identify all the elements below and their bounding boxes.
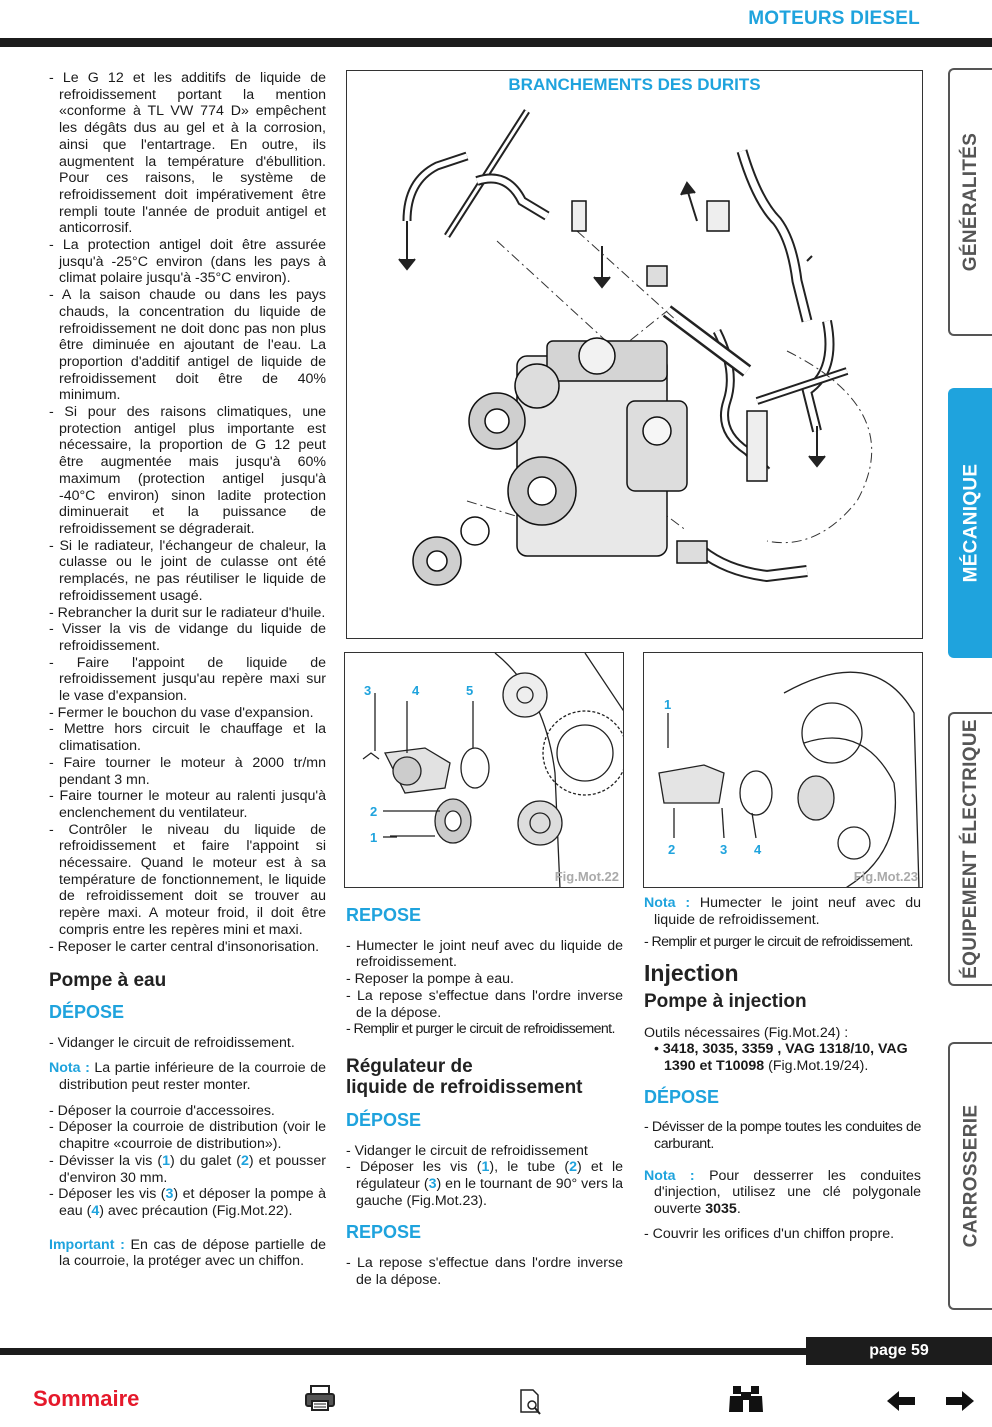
list-item: - Dévisser la vis (1) du galet (2) et pousser d'environ 30 mm. <box>49 1152 326 1186</box>
heading-pompe-injection: Pompe à injection <box>644 990 807 1012</box>
figure-mot-22 <box>344 652 624 888</box>
column-2 <box>346 907 623 1289</box>
bullet-list <box>49 70 326 955</box>
important-text: En cas de dépose partielle de la courroie, la protéger avec un chiffon. <box>59 1236 326 1270</box>
heading-regulateur: Régulateur de liquide de refroidissement <box>346 1055 583 1098</box>
tab-label: CARROSSERIE <box>960 1104 981 1248</box>
list-item: - Vidanger le circuit de refroidissement <box>346 1142 588 1159</box>
list-item: - Contrôler le niveau du liquide de refroidissement et faire l'appoint si nécessaire. Quand le moteur est à sa température de fonctionnement, le liquide de refroidissement doit se trouver au repère maxi. A moteur froid, il doit être compris entre les repères mini et maxi. <box>49 821 326 938</box>
list-item: - Faire tourner le moteur à 2000 tr/mn pendant 3 mn. <box>49 754 326 788</box>
list-item: - Fermer le bouchon du vase d'expansion. <box>49 704 314 721</box>
list-item: - Rebrancher la durit sur le radiateur d'huile. <box>49 604 326 621</box>
printer-icon[interactable] <box>304 1384 336 1417</box>
list-item: - Reposer la pompe à eau. <box>346 971 514 988</box>
column-1 <box>49 70 326 1270</box>
water-pump-drawing <box>345 653 624 888</box>
tab-equipement-electrique[interactable] <box>948 712 992 986</box>
list-item: - Vidanger le circuit de refroidissement. <box>49 1034 295 1051</box>
callout-5: 5 <box>466 683 474 698</box>
list-item: - Dévisser de la pompe toutes les conduites de carburant. <box>644 1119 921 1153</box>
tab-generalites[interactable] <box>948 68 992 336</box>
tab-label: ÉQUIPEMENT ÉLECTRIQUE <box>960 719 981 979</box>
tab-mecanique[interactable] <box>948 388 992 658</box>
figure-mot-23 <box>643 652 923 888</box>
important-label: Important : <box>49 1236 125 1253</box>
sommaire-link[interactable]: Sommaire <box>33 1386 140 1411</box>
list-item: - Le G 12 et les additifs de liquide de refroidissement portant la mention «conforme à TL VW 774 D» empêchent les dégâts dus au gel et à la corrosion, ainsi que l'entartrage. En outre, ils augmentent la température d'ébullition. Pour ces raisons, le système de refroidissement doit impérativement être rempli toute l'année de produit antigel et anticorrosif. <box>49 70 326 237</box>
important-paragraph <box>49 1237 326 1270</box>
tab-carrosserie[interactable] <box>948 1042 992 1310</box>
callout-2: 2 <box>370 804 378 819</box>
list-item: - Déposer les vis (1), le tube (2) et le régulateur (3) en le tournant de 90° vers la gauche (Fig.Mot.23). <box>346 1159 623 1209</box>
list-item: - Remplir et purger le circuit de refroidissement. <box>346 1021 615 1038</box>
list-item: - La protection antigel doit être assurée jusqu'à -25°C environ (dans les pays à climat polaire jusqu'à -35°C environ). <box>49 237 326 287</box>
engine-hoses-drawing <box>347 71 923 639</box>
heading-repose-2: REPOSE <box>346 1222 422 1243</box>
heading-depose: DÉPOSE <box>49 1001 125 1022</box>
nota-paragraph <box>49 1060 326 1093</box>
list-item: - Si le radiateur, l'échangeur de chaleur, la culasse ou le joint de culasse ont été remplacés, ne pas réutiliser le liquide de refroidissement usagé. <box>49 537 326 604</box>
nota-label: Nota : <box>644 895 691 911</box>
list-item: - Couvrir les orifices d'un chiffon propre. <box>644 1225 895 1242</box>
heading-injection: Injection <box>644 960 739 987</box>
figure-label: Fig.Mot.23 <box>853 869 918 884</box>
tools-intro: Outils nécessaires (Fig.Mot.24) : <box>644 1024 849 1041</box>
list-item: - La repose s'effectue dans l'ordre inverse de la dépose. <box>346 1255 623 1288</box>
callout-3: 3 <box>364 683 372 698</box>
arrow-left-icon[interactable] <box>886 1390 916 1417</box>
figure-branchements-durits <box>346 70 923 639</box>
list-item: - Déposer la courroie de distribution (voir le chapitre «courroie de distribution»). <box>49 1119 326 1153</box>
nota-paragraph: Nota : Humecter le joint neuf avec du liquide de refroidissement. <box>644 895 921 928</box>
callout-4: 4 <box>754 842 762 857</box>
list-item: - A la saison chaude ou dans les pays chauds, la concentration du liquide de refroidissement ne doit donc pas non plus être diminuée en ajoutant de l'eau. La proportion d'additif antigel de liquide de refroidissement doit être de 40% minimum. <box>49 287 326 404</box>
callout-2: 2 <box>668 842 676 857</box>
column-3 <box>644 895 921 1243</box>
figure-title: BRANCHEMENTS DES DURITS <box>508 75 761 94</box>
figure-label: Fig.Mot.22 <box>554 869 619 884</box>
top-rule <box>0 38 992 47</box>
tab-label: MÉCANIQUE <box>960 463 982 583</box>
list-item: - Déposer les vis (3) et déposer la pompe à eau (4) avec précaution (Fig.Mot.22). <box>49 1186 326 1219</box>
repose-list <box>346 938 623 1038</box>
list-item: - Déposer la courroie d'accessoires. <box>49 1102 275 1119</box>
list-item: - Visser la vis de vidange du liquide de refroidissement. <box>49 621 326 654</box>
heading-depose: DÉPOSE <box>644 1086 720 1107</box>
callout-1: 1 <box>664 697 672 712</box>
nota-label: Nota : <box>49 1060 90 1077</box>
heading-pompe-a-eau: Pompe à eau <box>49 970 167 992</box>
nota-paragraph: Nota : Pour desserrer les conduites d'injection, utilisez une clé polygonale ouverte 3035. <box>644 1167 921 1218</box>
list-item: - Faire l'appoint de liquide de refroidissement jusqu'au repère maxi sur le vase d'expansion. <box>49 654 326 705</box>
page-number: page 59 <box>806 1337 992 1365</box>
tools-list: • 3418, 3035, 3359 , VAG 1318/10, VAG 1390 et T10098 (Fig.Mot.19/24). <box>654 1041 908 1074</box>
arrow-right-icon[interactable] <box>945 1390 975 1417</box>
section-title: MOTEURS DIESEL <box>748 8 920 29</box>
list-item: - Remplir et purger le circuit de refroidissement. <box>644 934 913 951</box>
list-item: - Si pour des raisons climatiques, une protection antigel plus importante est nécessaire, la proportion de G 12 peut être augmentée mais jusqu'à 60% maximum (protection antigel jusqu'à -40°C environ) sinon ladite protection diminuerait et la puissance de refroidissement se dégraderait. <box>49 404 326 537</box>
binoculars-icon[interactable] <box>727 1384 765 1419</box>
list-item: - Humecter le joint neuf avec du liquide de refroidissement. <box>346 937 623 971</box>
heading-repose: REPOSE <box>346 905 422 925</box>
list-item: - Mettre hors circuit le chauffage et la climatisation. <box>49 721 326 755</box>
callout-1: 1 <box>370 830 378 845</box>
list-item: - Reposer le carter central d'insonorisation. <box>49 938 320 955</box>
callout-3: 3 <box>720 842 728 857</box>
list-item: - Faire tourner le moteur au ralenti jusqu'à enclenchement du ventilateur. <box>49 788 326 821</box>
list-item: - La repose s'effectue dans l'ordre inverse de la dépose. <box>346 987 623 1021</box>
callout-4: 4 <box>412 683 420 698</box>
tab-label: GÉNÉRALITÉS <box>960 132 981 272</box>
thermostat-drawing <box>644 653 923 888</box>
heading-depose: DÉPOSE <box>346 1109 422 1130</box>
nota-text: La partie inférieure de la courroie de distribution peut rester monter. <box>59 1060 326 1094</box>
search-document-icon[interactable] <box>518 1388 544 1421</box>
